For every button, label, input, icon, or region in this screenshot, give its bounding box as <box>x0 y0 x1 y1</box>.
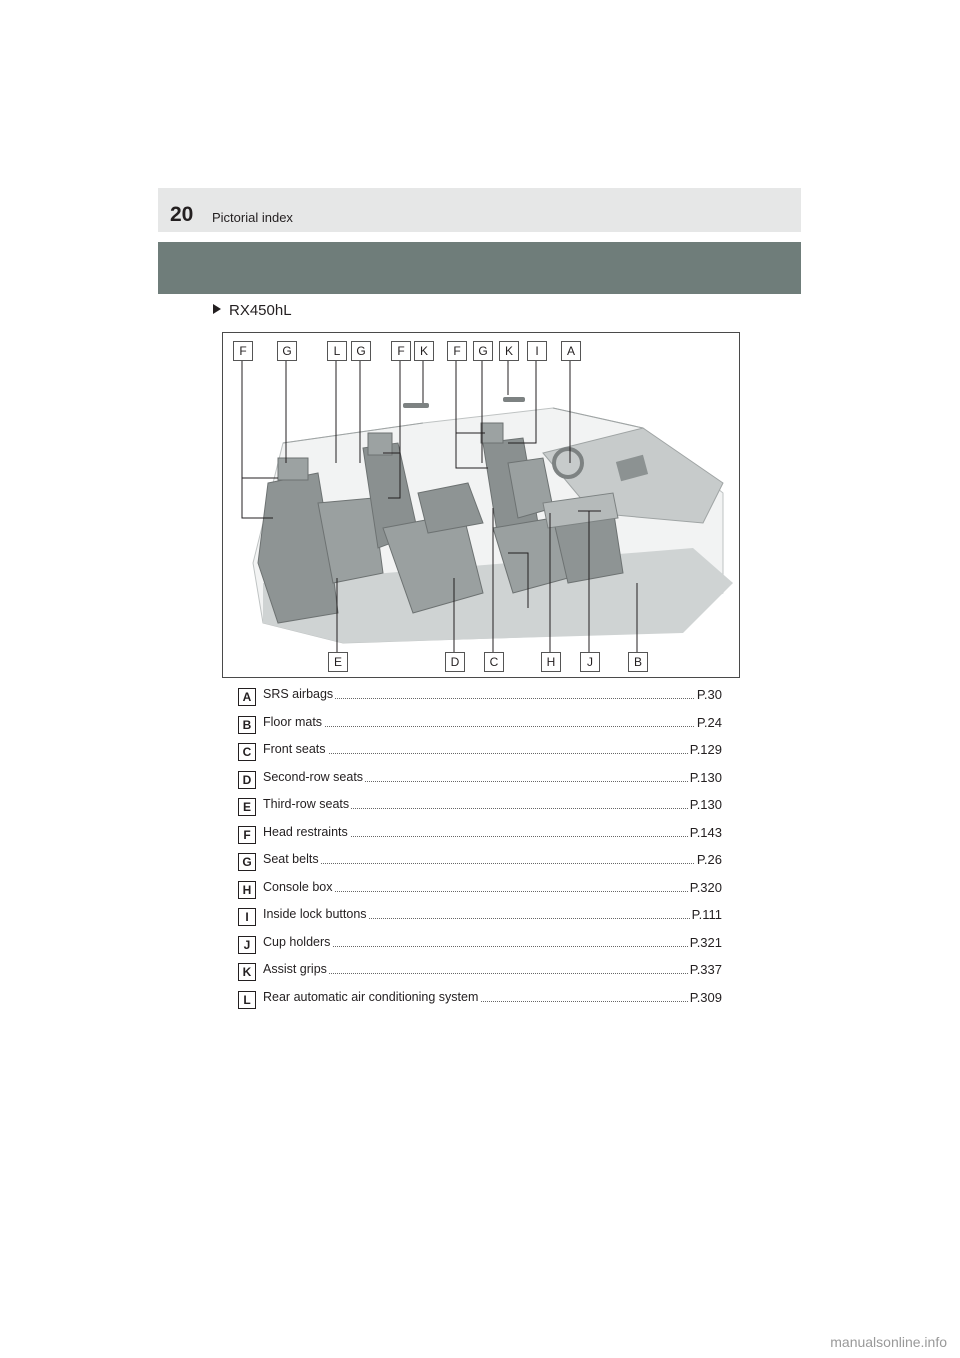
legend-row <box>238 686 728 714</box>
legend-row <box>238 741 728 769</box>
callout-top-5: F <box>391 341 411 361</box>
legend-letter: F <box>238 826 256 844</box>
callout-top-2: G <box>277 341 297 361</box>
callout-top-11: A <box>561 341 581 361</box>
legend-letter: G <box>238 853 256 871</box>
legend-row <box>238 906 728 934</box>
legend-row <box>238 961 728 989</box>
callout-bottom-1: E <box>328 652 348 672</box>
legend-label: Inside lock buttons <box>263 907 367 921</box>
dot-leader <box>263 863 696 864</box>
legend-letter: A <box>238 688 256 706</box>
page-reference-link[interactable]: P.309 <box>689 989 722 1005</box>
title-band <box>158 242 801 294</box>
callout-top-7: F <box>447 341 467 361</box>
vehicle-interior-figure <box>222 332 740 678</box>
page-reference-link[interactable]: P.130 <box>689 769 722 785</box>
callout-top-10: I <box>527 341 547 361</box>
legend-label: SRS airbags <box>263 687 334 701</box>
legend-label: Console box <box>263 879 333 894</box>
callout-top-4: G <box>351 341 371 361</box>
legend-row <box>238 824 728 852</box>
legend-letter: I <box>238 908 256 926</box>
callout-top-6: K <box>414 341 434 361</box>
page-reference-link[interactable]: P.130 <box>689 797 722 812</box>
interior-illustration <box>223 333 741 679</box>
legend-letter: B <box>238 716 256 734</box>
callout-bottom-6: B <box>628 652 648 672</box>
legend-letter: H <box>238 881 256 899</box>
legend-row <box>238 879 728 907</box>
legend-label: Floor mats <box>263 714 323 729</box>
legend-row <box>238 989 728 1017</box>
page-reference-link[interactable]: P.143 <box>689 824 722 840</box>
callout-top-9: K <box>499 341 519 361</box>
component-legend <box>238 686 728 1016</box>
legend-letter: C <box>238 743 256 761</box>
page-reference-link[interactable]: P.26 <box>696 852 722 867</box>
legend-row <box>238 769 728 797</box>
callout-bottom-3: C <box>484 652 504 672</box>
legend-letter: K <box>238 963 256 981</box>
footer-watermark: manualsonline.info <box>830 1334 947 1350</box>
callout-bottom-5: J <box>580 652 600 672</box>
legend-letter: D <box>238 771 256 789</box>
legend-row <box>238 934 728 962</box>
model-heading <box>213 302 292 319</box>
legend-row <box>238 851 728 879</box>
legend-letter: E <box>238 798 256 816</box>
legend-label: Third-row seats <box>263 797 350 811</box>
legend-label: Front seats <box>263 742 326 756</box>
model-name: RX450hL <box>229 302 292 319</box>
legend-letter: L <box>238 991 256 1009</box>
page-reference-link[interactable]: P.30 <box>696 687 722 702</box>
legend-label: Seat belts <box>263 852 319 866</box>
callout-top-3: L <box>327 341 347 361</box>
callout-top-1: F <box>233 341 253 361</box>
triangle-bullet-icon <box>213 304 221 314</box>
callout-top-8: G <box>473 341 493 361</box>
page-reference-link[interactable]: P.129 <box>689 742 722 757</box>
dot-leader <box>263 726 696 727</box>
callout-bottom-2: D <box>445 652 465 672</box>
legend-letter: J <box>238 936 256 954</box>
page-reference-link[interactable]: P.320 <box>689 879 722 895</box>
legend-label: Rear automatic air conditioning system <box>263 989 479 1004</box>
legend-row <box>238 796 728 824</box>
dot-leader <box>263 753 696 754</box>
legend-label: Second-row seats <box>263 769 364 784</box>
page-reference-link[interactable]: P.321 <box>689 934 722 950</box>
page-reference-link[interactable]: P.337 <box>689 962 722 977</box>
page-number: 20 <box>170 203 194 226</box>
callout-bottom-4: H <box>541 652 561 672</box>
legend-row <box>238 714 728 742</box>
page-reference-link[interactable]: P.111 <box>691 907 722 922</box>
legend-label: Head restraints <box>263 824 348 839</box>
legend-label: Cup holders <box>263 934 331 949</box>
section-title: Pictorial index <box>212 210 293 225</box>
legend-label: Assist grips <box>263 962 327 976</box>
page-reference-link[interactable]: P.24 <box>696 714 722 730</box>
